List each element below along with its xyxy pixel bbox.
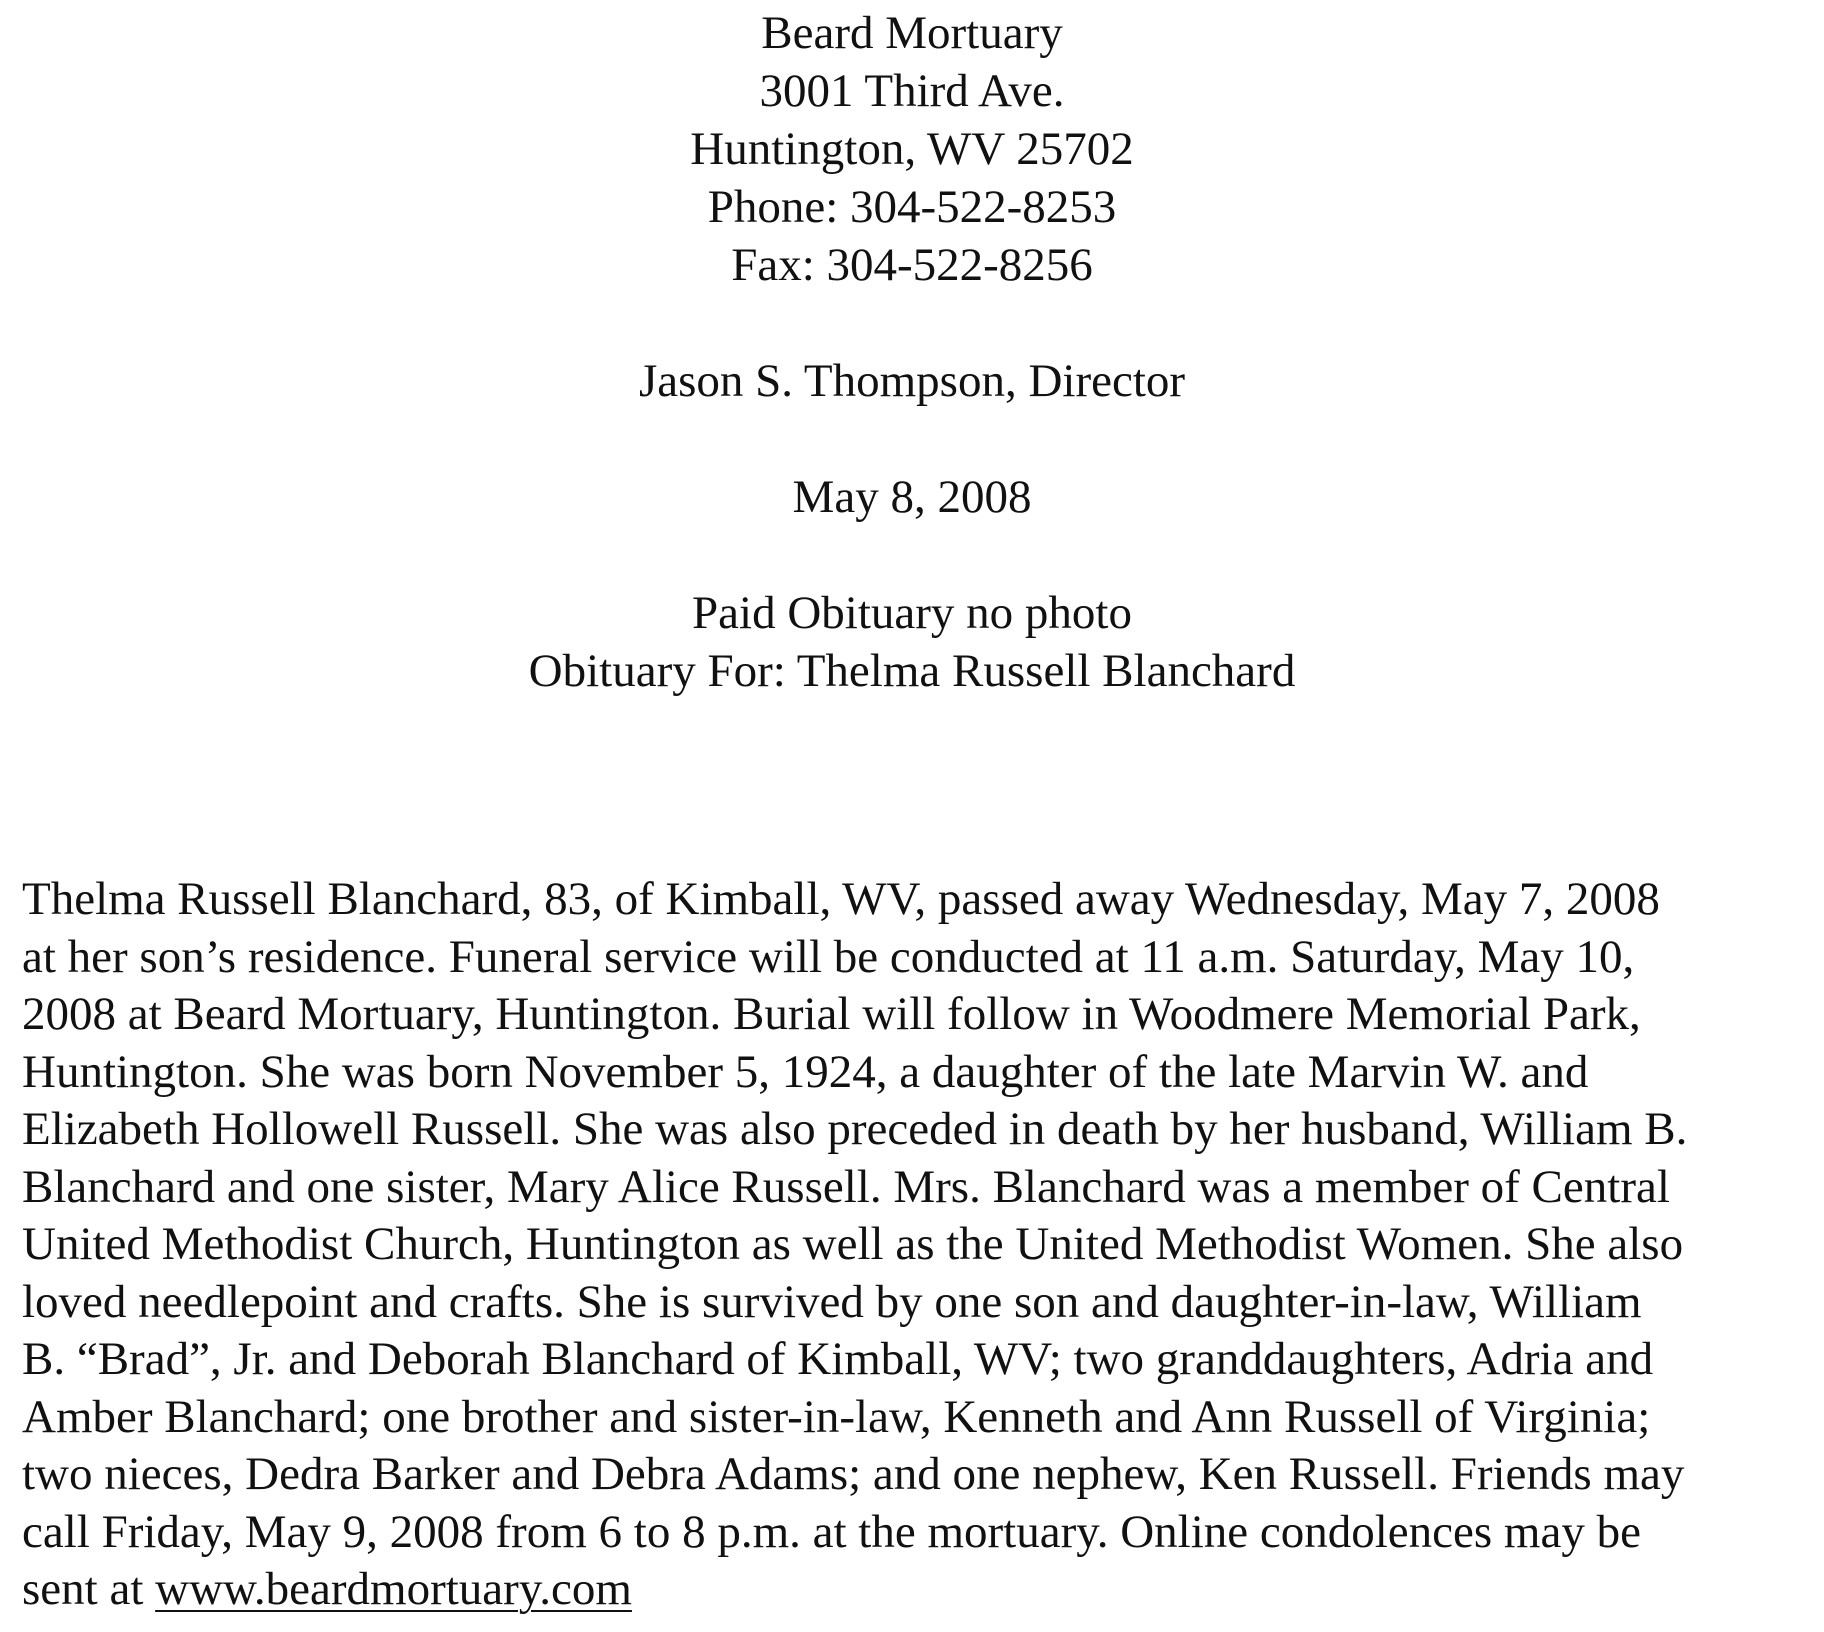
letter-date xyxy=(0,468,1824,526)
obituary-subject: Obituary For: Thelma Russell Blanchard xyxy=(528,645,1296,697)
obituary-type: Paid Obituary no photo xyxy=(692,587,1132,639)
body-line: at her son’s residence. Funeral service will be conducted at 11 a.m. Saturday, May 10, xyxy=(22,930,1635,983)
body-line: B. “Brad”, Jr. and Deborah Blanchard of Kimball, WV; two granddaughters, Adria and xyxy=(22,1333,1654,1385)
fax-number: Fax: 304-522-8256 xyxy=(731,239,1093,291)
body-line: Thelma Russell Blanchard, 83, of Kimball, WV, passed away Wednesday, May 7, 2008 xyxy=(22,873,1660,925)
street-address: 3001 Third Ave. xyxy=(759,65,1065,117)
mortuary-name: Beard Mortuary xyxy=(761,7,1063,59)
city-state-zip: Huntington, WV 25702 xyxy=(690,123,1134,175)
letterhead xyxy=(0,4,1824,294)
obituary-body xyxy=(22,871,1822,1619)
director-line xyxy=(0,352,1824,410)
obituary-header xyxy=(0,584,1824,700)
body-line: United Methodist Church, Huntington as well as the United Methodist Women. She also xyxy=(22,1218,1684,1270)
date-text: May 8, 2008 xyxy=(792,471,1032,523)
phone-number: Phone: 304-522-8253 xyxy=(707,181,1117,233)
body-line: two nieces, Dedra Barker and Debra Adams; and one nephew, Ken Russell. Friends may xyxy=(22,1448,1685,1500)
body-line: call Friday, May 9, 2008 from 6 to 8 p.m. at the mortuary. Online condolences may be xyxy=(22,1505,1641,1558)
body-line: Elizabeth Hollowell Russell. She was also preceded in death by her husband, William B. xyxy=(22,1103,1688,1155)
website-link[interactable]: www.beardmortuary.com xyxy=(155,1563,632,1615)
body-line: loved needlepoint and crafts. She is survived by one son and daughter-in-law, William xyxy=(22,1275,1642,1328)
last-line-prefix: sent at xyxy=(22,1563,156,1615)
director-name: Jason S. Thompson, Director xyxy=(638,355,1186,407)
body-line: 2008 at Beard Mortuary, Huntington. Burial will follow in Woodmere Memorial Park, xyxy=(22,988,1641,1040)
body-line: Amber Blanchard; one brother and sister-in-law, Kenneth and Ann Russell of Virginia; xyxy=(22,1390,1651,1443)
body-line: Huntington. She was born November 5, 1924, a daughter of the late Marvin W. and xyxy=(22,1045,1589,1098)
body-last-line xyxy=(22,1561,1822,1619)
body-line: Blanchard and one sister, Mary Alice Russell. Mrs. Blanchard was a member of Central xyxy=(22,1160,1670,1213)
